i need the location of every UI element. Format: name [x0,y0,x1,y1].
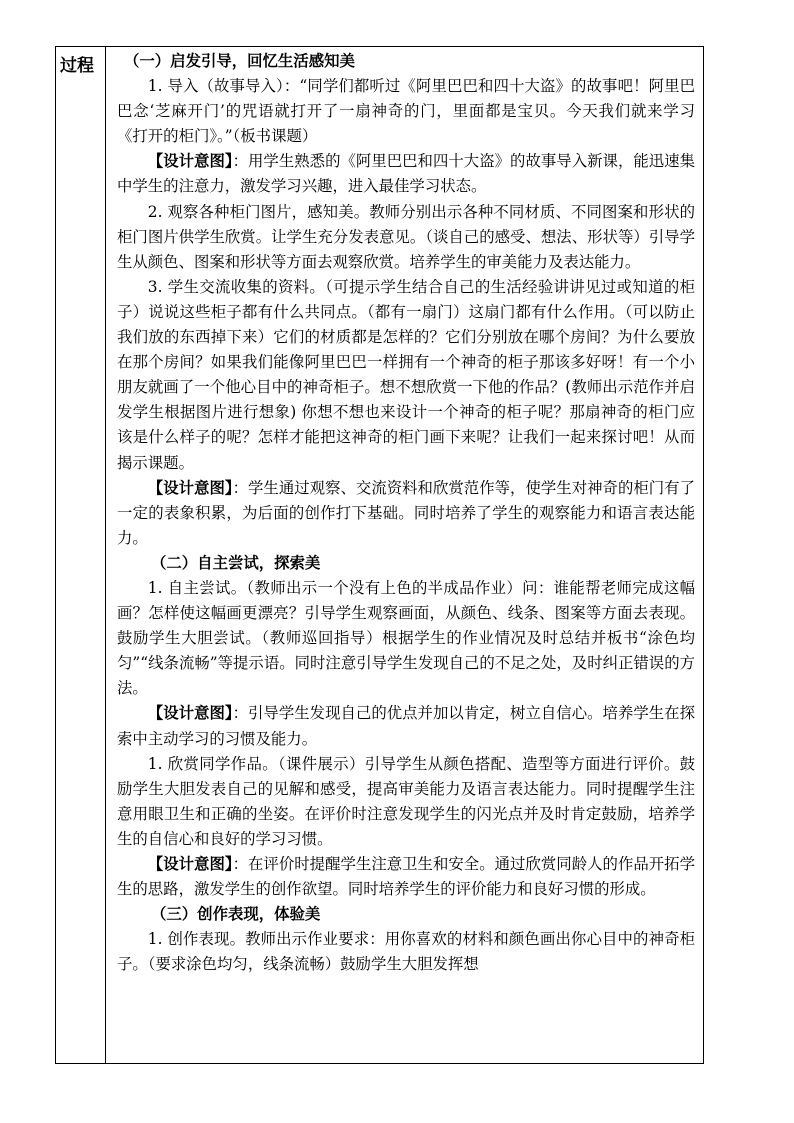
lesson-table [55,46,704,1064]
paragraph: 1. 导入（故事导入）：“同学们都听过《阿里巴巴和四十大盗》的故事吧！阿里巴巴念‘芝麻开门’的咒语就打开了一扇神奇的门，里面都是宝贝。今天我们就来学习《打开的柜门》。”（板书课题） [117,77,695,146]
paragraph: 1. 欣赏同学作品。（课件展示）引导学生从颜色搭配、造型等方面进行评价。鼓励学生大胆发表自己的见解和感受，提高审美能力及语言表达能力。同时提醒学生注意用眼卫生和正确的坐姿。在评价时注意发现学生的闪光点并及时肯定鼓励，培养学生的自信心和良好的学习习惯。 [117,754,695,848]
design-intent-paragraph [117,149,695,199]
paragraph: 2. 观察各种柜门图片，感知美。教师分别出示各种不同材质、不同图案和形状的柜门图片供学生欣赏。让学生充分发表意见。（谈自己的感受、想法、形状等）引导学生从颜色、图案和形状等方面去观察欣赏。培养学生的审美能力及表达能力。 [117,202,695,271]
design-intent-label: 【设计意图】 [147,478,233,497]
design-intent-label: 【设计意图】 [147,855,233,873]
design-intent-paragraph [117,476,695,551]
paragraph: 1. 创作表现。教师出示作业要求：用你喜欢的材料和颜色画出你心目中的神奇柜子。（要求涂色均匀，线条流畅）鼓励学生大胆发挥想 [117,930,695,974]
design-intent-text: ：在评价时提醒学生注意卫生和安全。通过欣赏同龄人的作品开拓学生的思路，激发学生的创作欲望。同时培养学生的评价能力和良好习惯的形成。 [117,855,695,899]
label-column [56,47,106,1063]
section-heading: （二）自主尝试，探索美 [151,553,321,572]
design-intent-label: 【设计意图】 [147,704,233,723]
paragraph: 1. 自主尝试。（教师出示一个没有上色的半成品作业）问：谁能帮老师完成这幅画？怎样使这幅画更漂亮？引导学生观察画面，从颜色、线条、图案等方面去表现。鼓励学生大胆尝试。（教师巡回指导）根据学生的作业情况及时总结并板书“涂色均匀”“线条流畅”等提示语。同时注意引导学生发现自己的不足之处，及时纠正错误的方法。 [117,578,695,698]
section-heading: （一）启发引导，回忆生活感知美 [124,52,355,70]
row-label: 过程 [60,56,94,76]
design-intent-paragraph [117,852,695,902]
paragraph: 3. 学生交流收集的资料。（可提示学生结合自己的生活经验讲讲见过或知道的柜子）说说这些柜子都有什么共同点。（都有一扇门）这扇门都有什么作用。（可以防止我们放的东西掉下来）它们的材质都是怎样的？它们分别放在哪个房间？为什么要放在那个房间？如果我们能像阿里巴巴一样拥有一个神奇的柜子那该多好呀！有一个小朋友就画了一个他心目中的神奇柜子。想不想欣赏一下他的作品？(教师出示范作并启发学生根据图片进行想象) 你想不想也来设计一个神奇的柜子呢？那扇神奇的柜门应该是什么样子的呢？怎样才能把这神奇的柜门画下来呢？让我们一起来探讨吧！从而揭示课题。 [117,277,695,472]
content-cell [117,49,695,977]
design-intent-paragraph [117,701,695,751]
design-intent-label: 【设计意图】 [147,152,233,171]
design-intent-text: ：引导学生发现自己的优点并加以肯定，树立自信心。培养学生在探索中主动学习的习惯及能力。 [117,704,695,748]
design-intent-text: ：用学生熟悉的《阿里巴巴和四十大盗》的故事导入新课，能迅速集中学生的注意力，激发学习兴趣，进入最佳学习状态。 [117,152,695,196]
design-intent-text: ：学生通过观察、交流资料和欣赏范作等，使学生对神奇的柜门有了一定的表象积累，为后面的创作打下基础。同时培养了学生的观察能力和语言表达能力。 [117,478,695,547]
section-heading: （三）创作表现，体验美 [151,905,321,924]
